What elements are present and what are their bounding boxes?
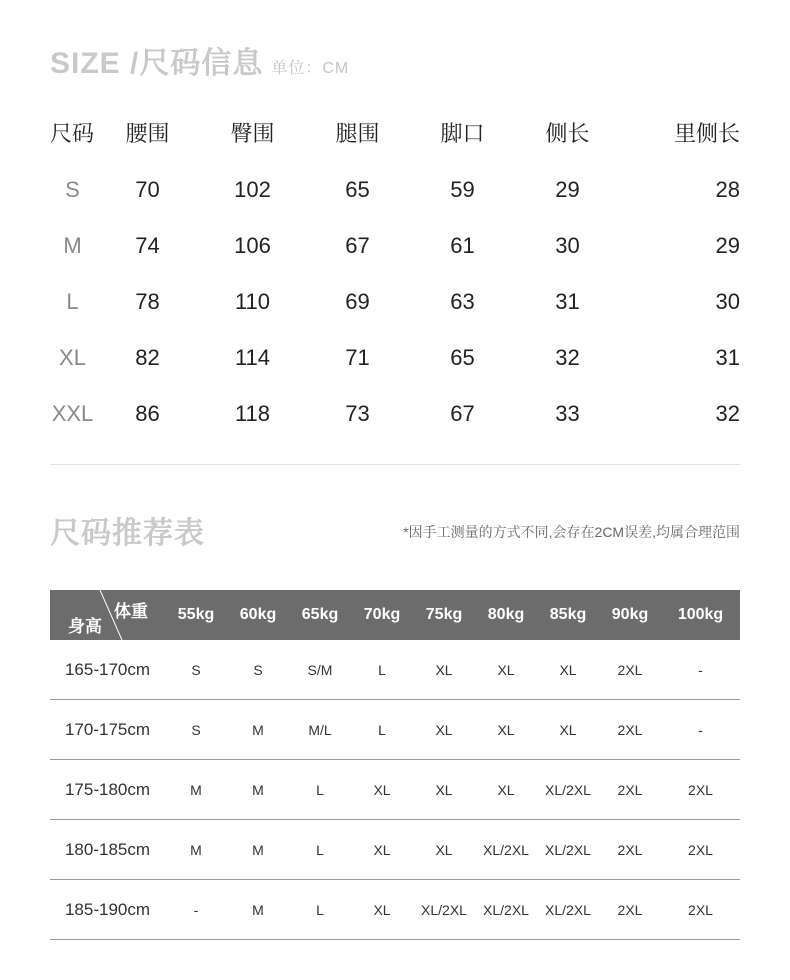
size-value: 71 bbox=[345, 345, 370, 370]
weight-col: 65kg bbox=[301, 606, 339, 623]
weight-col: 85kg bbox=[549, 606, 587, 623]
size-cell: S/M bbox=[307, 661, 333, 678]
header-inseam: 里侧长 bbox=[673, 120, 740, 146]
weight-col: 55kg bbox=[177, 606, 215, 623]
size-value: 78 bbox=[135, 289, 160, 314]
size-cell: XL bbox=[373, 781, 391, 798]
table-row bbox=[50, 880, 740, 940]
size-value: 28 bbox=[715, 177, 740, 202]
size-cell: L bbox=[378, 661, 386, 678]
height-range: 170-175cm bbox=[64, 719, 151, 739]
size-value: 110 bbox=[234, 289, 271, 314]
weight-label: 体重 bbox=[114, 602, 148, 621]
size-cell: S bbox=[253, 661, 263, 678]
size-value: 30 bbox=[715, 289, 740, 314]
weight-col: 70kg bbox=[363, 606, 401, 623]
size-cell: 2XL bbox=[688, 901, 713, 918]
size-cell: - bbox=[698, 721, 703, 738]
size-cell: M/L bbox=[308, 721, 332, 738]
size-cell: 2XL bbox=[617, 841, 643, 858]
header-size: 尺码 bbox=[50, 120, 95, 146]
corner-cell bbox=[50, 590, 165, 640]
size-cell: S bbox=[191, 721, 201, 738]
size-label: XL bbox=[59, 345, 86, 370]
size-cell: 2XL bbox=[688, 841, 713, 858]
size-label: M bbox=[63, 233, 82, 258]
size-label: L bbox=[66, 289, 79, 314]
weight-col: 90kg bbox=[611, 606, 649, 623]
table-row bbox=[50, 760, 740, 820]
height-range: 185-190cm bbox=[64, 899, 151, 919]
size-cell: L bbox=[378, 721, 386, 738]
size-row-l bbox=[50, 274, 740, 330]
size-cell: XL/2XL bbox=[545, 841, 591, 858]
size-value: 86 bbox=[135, 401, 160, 426]
size-value: 69 bbox=[345, 289, 370, 314]
size-value: 67 bbox=[450, 401, 475, 426]
size-row-xl bbox=[50, 330, 740, 386]
size-table bbox=[50, 102, 740, 442]
size-cell: M bbox=[190, 841, 202, 858]
size-title-text: SIZE /尺码信息 bbox=[50, 47, 264, 80]
size-label: XXL bbox=[51, 401, 94, 426]
size-cell: XL bbox=[435, 781, 453, 798]
size-cell: XL bbox=[497, 781, 515, 798]
size-value: 32 bbox=[715, 401, 740, 426]
height-range: 175-180cm bbox=[64, 779, 151, 799]
section-divider bbox=[50, 464, 740, 465]
size-cell: M bbox=[252, 721, 264, 738]
size-cell: - bbox=[193, 901, 199, 918]
size-cell: XL/2XL bbox=[483, 901, 529, 918]
size-cell: XL bbox=[559, 661, 577, 678]
size-cell: S bbox=[191, 661, 201, 678]
size-cell: XL bbox=[373, 841, 391, 858]
size-cell: L bbox=[316, 781, 324, 798]
weight-col: 80kg bbox=[487, 606, 525, 623]
size-cell: XL bbox=[435, 721, 453, 738]
size-row-s bbox=[50, 162, 740, 218]
size-value: 59 bbox=[450, 177, 475, 202]
size-cell: M bbox=[252, 781, 264, 798]
size-cell: L bbox=[316, 841, 324, 858]
size-value: 31 bbox=[555, 289, 580, 314]
size-value: 114 bbox=[234, 345, 271, 370]
height-range: 180-185cm bbox=[64, 839, 151, 859]
size-cell: XL bbox=[435, 841, 453, 858]
header-hip: 臀围 bbox=[230, 120, 275, 146]
size-value: 65 bbox=[450, 345, 475, 370]
size-value: 29 bbox=[555, 177, 580, 202]
size-cell: M bbox=[190, 781, 202, 798]
size-label: S bbox=[65, 177, 80, 202]
size-cell: XL bbox=[373, 901, 391, 918]
size-row-m bbox=[50, 218, 740, 274]
size-value: 65 bbox=[345, 177, 370, 202]
size-cell: XL bbox=[435, 661, 453, 678]
size-cell: XL/2XL bbox=[545, 901, 591, 918]
size-cell: XL/2XL bbox=[545, 781, 591, 798]
weight-col: 100kg bbox=[677, 606, 724, 623]
recommendation-title: 尺码推荐表 bbox=[50, 517, 205, 550]
size-cell: XL bbox=[497, 661, 515, 678]
table-row bbox=[50, 820, 740, 880]
size-cell: L bbox=[316, 901, 324, 918]
size-section-title bbox=[50, 38, 349, 82]
size-value: 102 bbox=[234, 177, 271, 202]
size-cell: 2XL bbox=[617, 721, 643, 738]
size-cell: - bbox=[698, 661, 703, 678]
size-value: 33 bbox=[555, 401, 580, 426]
measurement-note: *因手工测量的方式不同,会存在2CM误差,均属合理范围 bbox=[403, 524, 740, 540]
size-value: 70 bbox=[135, 177, 160, 202]
size-cell: XL/2XL bbox=[421, 901, 467, 918]
size-cell: XL bbox=[559, 721, 577, 738]
size-value: 106 bbox=[234, 233, 271, 258]
weight-col: 75kg bbox=[425, 606, 463, 623]
table-row bbox=[50, 640, 740, 700]
weight-col: 60kg bbox=[239, 606, 277, 623]
height-label: 身高 bbox=[68, 617, 102, 636]
header-thigh: 腿围 bbox=[335, 120, 380, 146]
header-leg-opening: 脚口 bbox=[440, 120, 485, 146]
size-cell: XL/2XL bbox=[483, 841, 529, 858]
size-cell: 2XL bbox=[617, 901, 643, 918]
size-cell: 2XL bbox=[617, 661, 643, 678]
size-row-xxl bbox=[50, 386, 740, 442]
size-value: 29 bbox=[715, 233, 740, 258]
size-value: 118 bbox=[234, 401, 271, 426]
size-value: 63 bbox=[450, 289, 475, 314]
size-table-header bbox=[50, 102, 740, 162]
header-waist: 腰围 bbox=[125, 120, 170, 146]
size-cell: XL bbox=[497, 721, 515, 738]
size-cell: 2XL bbox=[617, 781, 643, 798]
size-value: 73 bbox=[345, 401, 370, 426]
size-cell: 2XL bbox=[688, 781, 713, 798]
unit-label: 单位：CM bbox=[271, 60, 350, 77]
size-value: 82 bbox=[135, 345, 160, 370]
recommendation-header bbox=[50, 590, 740, 640]
table-row bbox=[50, 700, 740, 760]
size-value: 30 bbox=[555, 233, 580, 258]
size-value: 61 bbox=[450, 233, 475, 258]
size-value: 67 bbox=[345, 233, 370, 258]
size-value: 32 bbox=[555, 345, 580, 370]
header-outseam: 侧长 bbox=[545, 120, 590, 146]
size-cell: M bbox=[252, 841, 264, 858]
size-value: 31 bbox=[715, 345, 740, 370]
size-value: 74 bbox=[135, 233, 160, 258]
size-cell: M bbox=[252, 901, 264, 918]
height-range: 165-170cm bbox=[64, 659, 151, 679]
recommendation-table bbox=[50, 590, 740, 940]
